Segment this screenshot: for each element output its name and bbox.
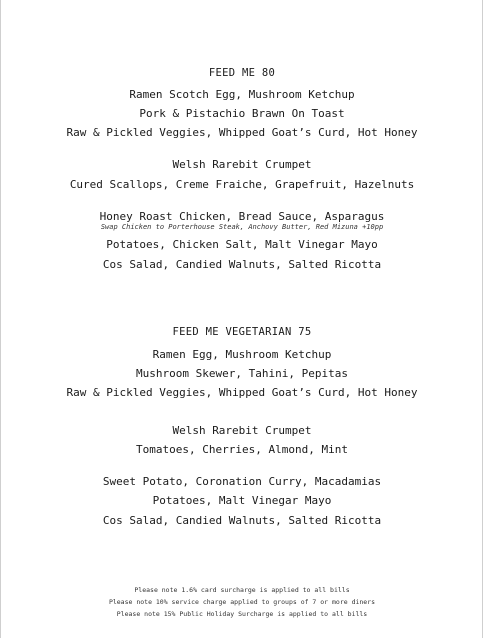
menu-title-feed-me: FEED ME 80 <box>208 67 276 79</box>
menu-item: Potatoes, Malt Vinegar Mayo <box>152 494 332 507</box>
menu-item: Tomatoes, Cherries, Almond, Mint <box>136 443 348 456</box>
menu-item: Raw & Pickled Veggies, Whipped Goat’s Curd, Hot Honey <box>66 386 418 399</box>
swap-note: Swap Chicken to Porterhouse Steak, Anchovy Butter, Red Mizuna +10pp <box>100 223 384 231</box>
menu-item: Welsh Rarebit Crumpet <box>172 424 312 437</box>
menu-title-feed-me-vegetarian: FEED ME VEGETARIAN 75 <box>172 326 312 338</box>
menu-item: Cured Scallops, Creme Fraiche, Grapefruit, Hazelnuts <box>69 178 415 191</box>
footer-note: Please note 15% Public Holiday Surcharge is applied to all bills <box>116 610 368 618</box>
menu-item: Honey Roast Chicken, Bread Sauce, Asparagus <box>99 210 385 223</box>
menu-item: Pork & Pistachio Brawn On Toast <box>139 107 345 120</box>
menu-item: Ramen Scotch Egg, Mushroom Ketchup <box>129 88 355 101</box>
menu-item: Ramen Egg, Mushroom Ketchup <box>152 348 332 361</box>
menu-item: Cos Salad, Candied Walnuts, Salted Ricotta <box>102 514 382 527</box>
menu-item: Mushroom Skewer, Tahini, Pepitas <box>136 367 348 380</box>
menu-item: Welsh Rarebit Crumpet <box>172 158 312 171</box>
menu-item: Raw & Pickled Veggies, Whipped Goat’s Curd, Hot Honey <box>66 126 418 139</box>
menu-item: Potatoes, Chicken Salt, Malt Vinegar Mayo <box>106 238 378 251</box>
menu-item: Sweet Potato, Coronation Curry, Macadamias <box>102 475 382 488</box>
footer-note: Please note 1.6% card surcharge is applied to all bills <box>134 586 350 594</box>
menu-item: Cos Salad, Candied Walnuts, Salted Ricotta <box>102 258 382 271</box>
footer-note: Please note 10% service charge applied to groups of 7 or more diners <box>108 598 376 606</box>
